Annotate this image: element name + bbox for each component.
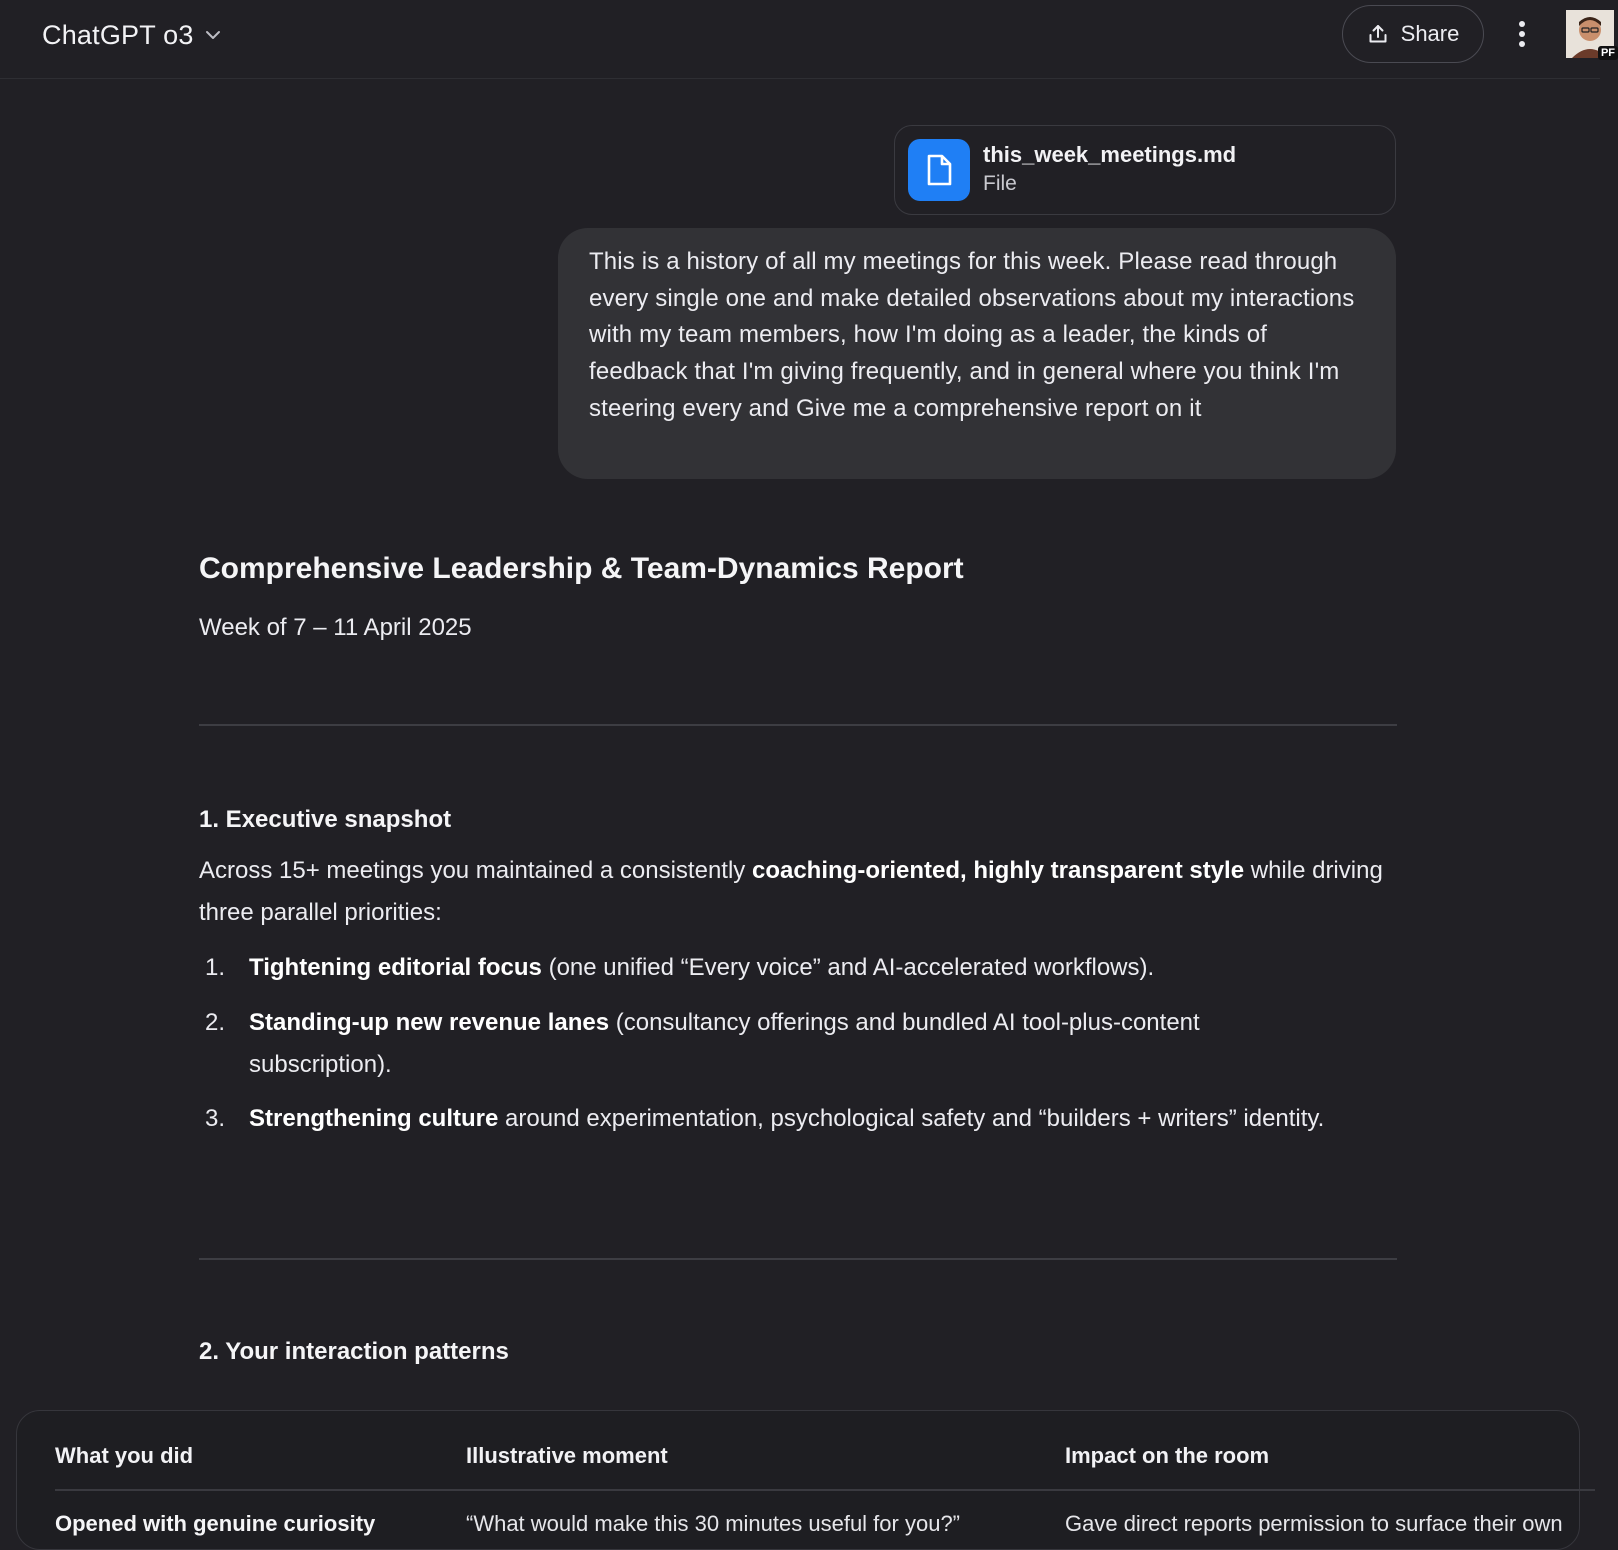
attachment-file-type: File	[983, 172, 1017, 195]
list-item-rest: around experimentation, psychological safety and “builders + writers” identity.	[498, 1105, 1325, 1132]
summary-text-bold: coaching-oriented, highly transparent style	[751, 857, 1245, 884]
table-cell: Gave direct reports permission to surface their own	[1065, 1511, 1563, 1536]
user-message: This is a history of all my meetings for this week. Please read through every single one and make detailed observations about my interactions with my team members, how I'm doing as a leader, the kinds of feedback that I'm giving frequently, and in general where you think I'm steering every and Give me a comprehensive report on it	[558, 228, 1396, 479]
list-item-bold: Strengthening culture	[249, 1105, 499, 1132]
report-date: Week of 7 – 11 April 2025	[199, 614, 472, 641]
more-options-icon[interactable]	[1504, 14, 1540, 54]
list-item-number: 3.	[205, 1105, 226, 1132]
table-cell: Opened with genuine curiosity	[55, 1511, 376, 1536]
divider	[199, 724, 1397, 726]
summary-text-end: while driving three parallel priorities:	[199, 857, 1383, 926]
file-attachment[interactable]	[894, 125, 1396, 215]
list-item-number: 2.	[205, 1009, 226, 1036]
list-item-number: 1.	[205, 954, 226, 981]
summary-text-start: Across 15+ meetings you maintained a consistently	[199, 857, 752, 884]
avatar-badge: PF	[1598, 46, 1618, 60]
share-icon	[1367, 23, 1389, 45]
table-header-divider	[55, 1489, 1595, 1491]
list-item-text	[249, 1098, 1339, 1140]
share-button[interactable]	[1342, 5, 1484, 63]
report-title: Comprehensive Leadership & Team-Dynamics Report	[199, 552, 964, 585]
list-item-text	[249, 947, 1339, 989]
table-header-what-you-did: What you did	[55, 1443, 194, 1468]
interaction-patterns-table	[16, 1410, 1580, 1550]
list-item-rest: (one unified “Every voice” and AI-accelerated workflows).	[541, 954, 1155, 981]
table-cell: “What would make this 30 minutes useful for you?”	[466, 1511, 961, 1536]
list-item-rest: (consultancy offerings and bundled AI tool-plus-content subscription).	[249, 1009, 1200, 1078]
model-selector[interactable]	[30, 14, 234, 56]
top-bar	[0, 0, 1615, 79]
document-icon	[908, 139, 970, 201]
avatar[interactable]	[1566, 10, 1614, 58]
attachment-file-name: this_week_meetings.md	[983, 142, 1237, 167]
divider	[199, 1258, 1397, 1260]
table-header-illustrative-moment: Illustrative moment	[466, 1443, 668, 1468]
executive-summary-paragraph	[199, 850, 1397, 934]
model-name: ChatGPT o3	[42, 19, 194, 50]
list-item-bold: Standing-up new revenue lanes	[249, 1009, 610, 1036]
chevron-down-icon	[204, 26, 222, 44]
share-label: Share	[1400, 21, 1460, 46]
list-item-bold: Tightening editorial focus	[249, 954, 542, 981]
section-heading-interaction-patterns: 2. Your interaction patterns	[199, 1338, 509, 1365]
list-item-text	[249, 1002, 1339, 1086]
table-header-impact: Impact on the room	[1065, 1443, 1270, 1468]
section-heading-executive-snapshot: 1. Executive snapshot	[199, 806, 452, 833]
